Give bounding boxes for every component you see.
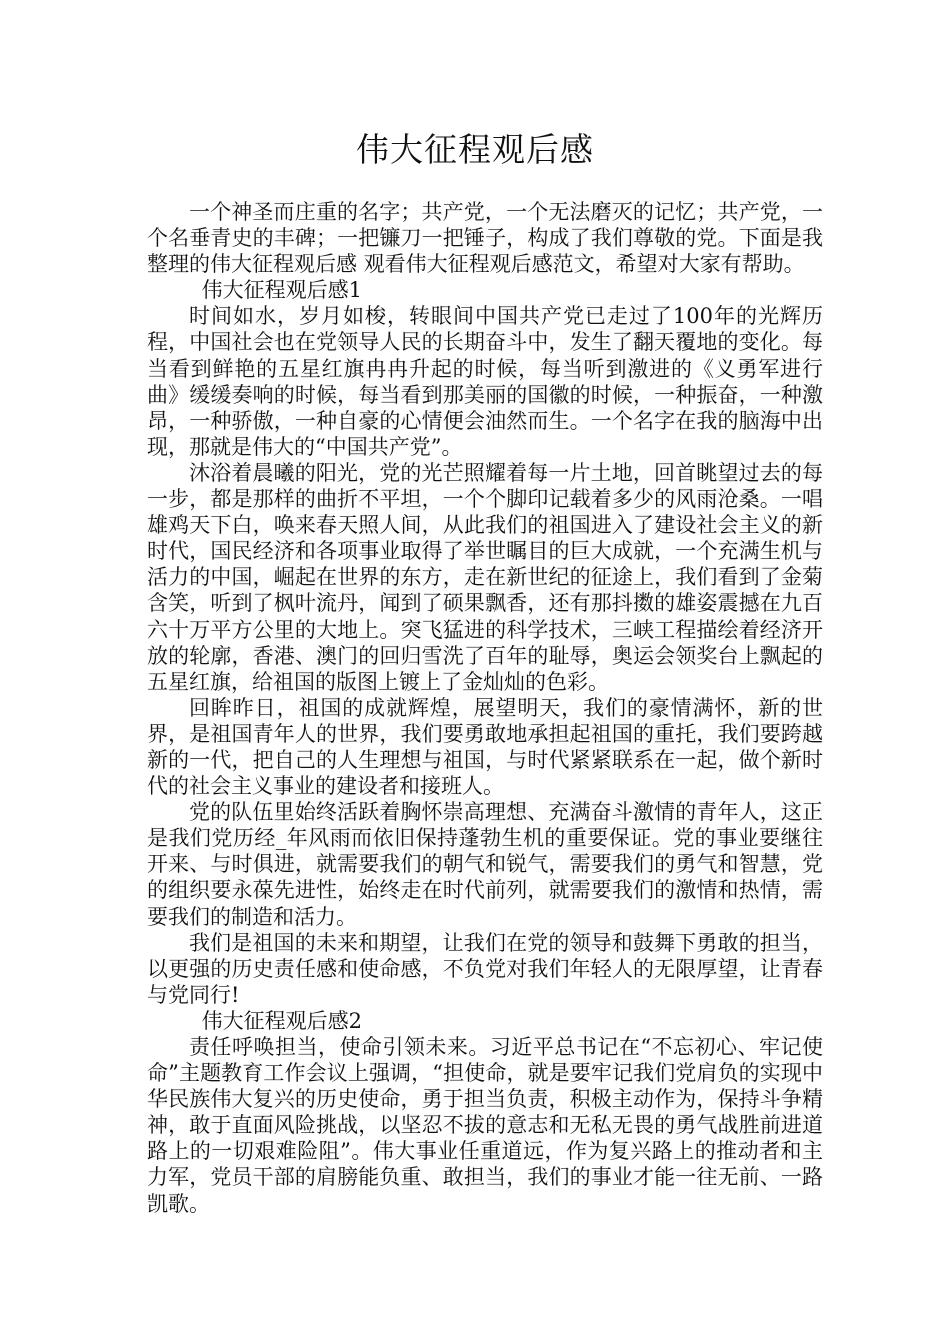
paragraph: 时间如水，岁月如梭，转眼间中国共产党已走过了100年的光辉历程，中国社会也在党领导人民的长期奋斗中，发生了翻天覆地的变化。每当看到鲜艳的五星红旗冉冉升起的时候，每当听到激进的《义勇军进行曲》缓缓奏响的时候，每当看到那美丽的国徽的时候，一种振奋，一种激昂，一种骄傲，一种自豪的心情便会油然而生。一个名字在我的脑海中出现，那就是伟大的“中国共产党”。 xyxy=(147,304,823,459)
section-heading: 伟大征程观后感1 xyxy=(201,278,362,303)
document-title: 伟大征程观后感 xyxy=(356,130,594,169)
section-heading: 伟大征程观后感2 xyxy=(201,1008,362,1033)
paragraph: 责任呼唤担当，使命引领未来。习近平总书记在“不忘初心、牢记使命”主题教育工作会议上强调，“担使命，就是要牢记我们党肩负的实现中华民族伟大复兴的历史使命，勇于担当负责，积极主动作为，保持斗争精神，敢于直面风险挑战，以坚忍不拔的意志和无私无畏的勇气战胜前进道路上的一切艰难险阻”。伟大事业任重道远，作为复兴路上的推动者和主力军，党员干部的肩膀能负重、敢担当，我们的事业才能一往无前、一路凯歌。 xyxy=(147,1035,823,1216)
paragraph: 回眸昨日，祖国的成就辉煌，展望明天，我们的豪情满怀，新的世界，是祖国青年人的世界，我们要勇敢地承担起祖国的重托，我们要跨越新的一代，把自己的人生理想与祖国，与时代紧紧联系在一起，做个新时代的社会主义事业的建设者和接班人。 xyxy=(147,695,823,799)
paragraph: 沐浴着晨曦的阳光，党的光芒照耀着每一片土地，回首眺望过去的每一步，都是那样的曲折不平坦，一个个脚印记载着多少的风雨沧桑。一唱雄鸡天下白，唤来春天照人间，从此我们的祖国进入了建设社会主义的新时代，国民经济和各项事业取得了举世瞩目的巨大成就，一个充满生机与活力的中国，崛起在世界的东方，走在新世纪的征途上，我们看到了金菊含笑，听到了枫叶流丹，闻到了硕果飘香，还有那抖擞的雄姿震撼在九百六十万平方公里的大地上。突飞猛进的科学技术，三峡工程描绘着经济开放的轮廓，香港、澳门的回归雪洗了百年的耻辱，奥运会领奖台上飘起的五星红旗，给祖国的版图上镀上了金灿灿的色彩。 xyxy=(147,460,823,694)
paragraph: 一个神圣而庄重的名字；共产党，一个无法磨灭的记忆；共产党，一个名垂青史的丰碑；一把镰刀一把锤子，构成了我们尊敬的党。下面是我整理的伟大征程观后感 观看伟大征程观后感范文，希望对大家有帮助。 xyxy=(147,200,823,277)
paragraph: 我们是祖国的未来和期望，让我们在党的领导和鼓舞下勇敢的担当，以更强的历史责任感和使命感，不负党对我们年轻人的无限厚望，让青春与党同行! xyxy=(147,930,823,1007)
paragraph: 党的队伍里始终活跃着胸怀崇高理想、充满奋斗激情的青年人，这正是我们党历经_年风雨而依旧保持蓬勃生机的重要保证。党的事业要继往开来、与时俱进，就需要我们的朝气和锐气，需要我们的勇气和智慧，党的组织要永葆先进性，始终走在时代前列，就需要我们的激情和热情，需要我们的制造和活力。 xyxy=(147,800,823,929)
document-body xyxy=(147,199,823,1217)
